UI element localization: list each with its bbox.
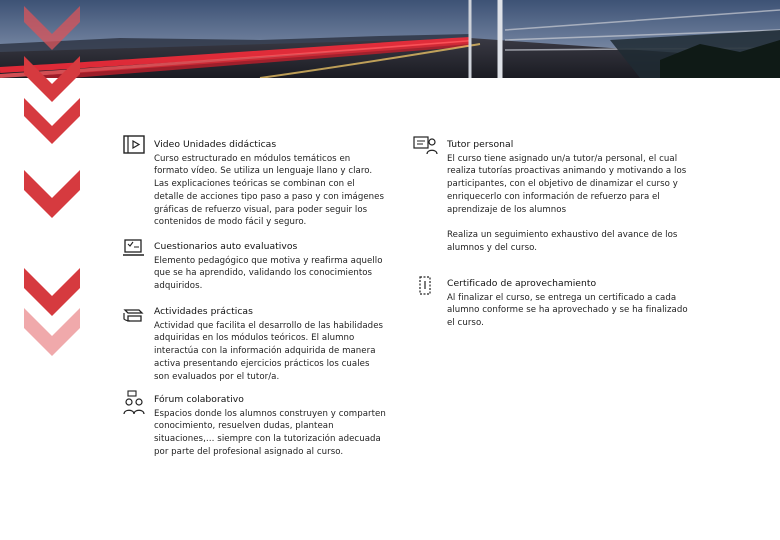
practical-activities-block xyxy=(154,306,386,383)
tutor-followup-text: Realiza un seguimiento exhaustivo del avance de los alumnos y del curso. xyxy=(447,230,678,253)
certificate-title: Certificado de aprovechamiento xyxy=(447,278,597,289)
laptop-checklist-icon xyxy=(122,237,146,259)
video-units-description: Curso estructurado en módulos temáticos en formato vídeo. Se utiliza un lenguaje llano y claro. Las explicaciones teóricas se combinan con el detalle de acciones tipo paso a paso y con imágenes gráficas de refuerzo visual, para poder seguir los contenidos de modo fácil y seguro. xyxy=(154,153,385,228)
certificate-description: Al finalizar el curso, se entrega un certificado a cada alumno conforme se ha aprovechado y se ha finalizado el curso. xyxy=(447,292,688,329)
quizzes-title: Cuestionarios auto evaluativos xyxy=(154,241,298,252)
personal-tutor-block xyxy=(447,139,692,216)
collaborative-forum-block xyxy=(154,394,386,459)
tutor-person-icon xyxy=(413,134,439,156)
certificate-icon xyxy=(418,275,432,297)
collaborative-forum-description: Espacios donde los alumnos construyen y comparten conocimiento, resuelven dudas, plantean situaciones,… siempre con la tutorización adecuada por parte del profesional asignado al curso. xyxy=(154,408,386,457)
collaborative-forum-title: Fórum colaborativo xyxy=(154,394,244,405)
decorative-chevrons xyxy=(22,0,82,360)
video-units-title: Video Unidades didácticas xyxy=(154,139,277,150)
practical-activities-description: Actividad que facilita el desarrollo de las habilidades adquiridas en los módulos teóricos. El alumno interactúa con la información adquirida de manera activa presentando ejercicios prácticos los cuales son evaluados por el tutor/a. xyxy=(154,320,384,382)
quizzes-block xyxy=(154,241,386,293)
hand-cards-icon xyxy=(122,304,146,326)
hero-banner-image xyxy=(0,0,780,78)
video-player-icon xyxy=(122,134,146,156)
bridge-light-trails-illustration xyxy=(0,0,780,78)
practical-activities-title: Actividades prácticas xyxy=(154,306,253,317)
tutor-followup-block xyxy=(447,229,692,254)
people-chat-icon xyxy=(122,390,146,416)
personal-tutor-description: El curso tiene asignado un/a tutor/a personal, el cual realiza tutorías proactivas animando y motivando a los participantes, con el objetivo de dinamizar el curso y enriquecerlo con información de refuerzo para el aprendizaje de los alumnos xyxy=(447,153,687,215)
personal-tutor-title: Tutor personal xyxy=(447,139,514,150)
video-units-block xyxy=(154,139,386,229)
quizzes-description: Elemento pedagógico que motiva y reafirma aquello que se ha aprendido, validando los conocimientos adquiridos. xyxy=(154,255,383,292)
certificate-block xyxy=(447,278,692,330)
